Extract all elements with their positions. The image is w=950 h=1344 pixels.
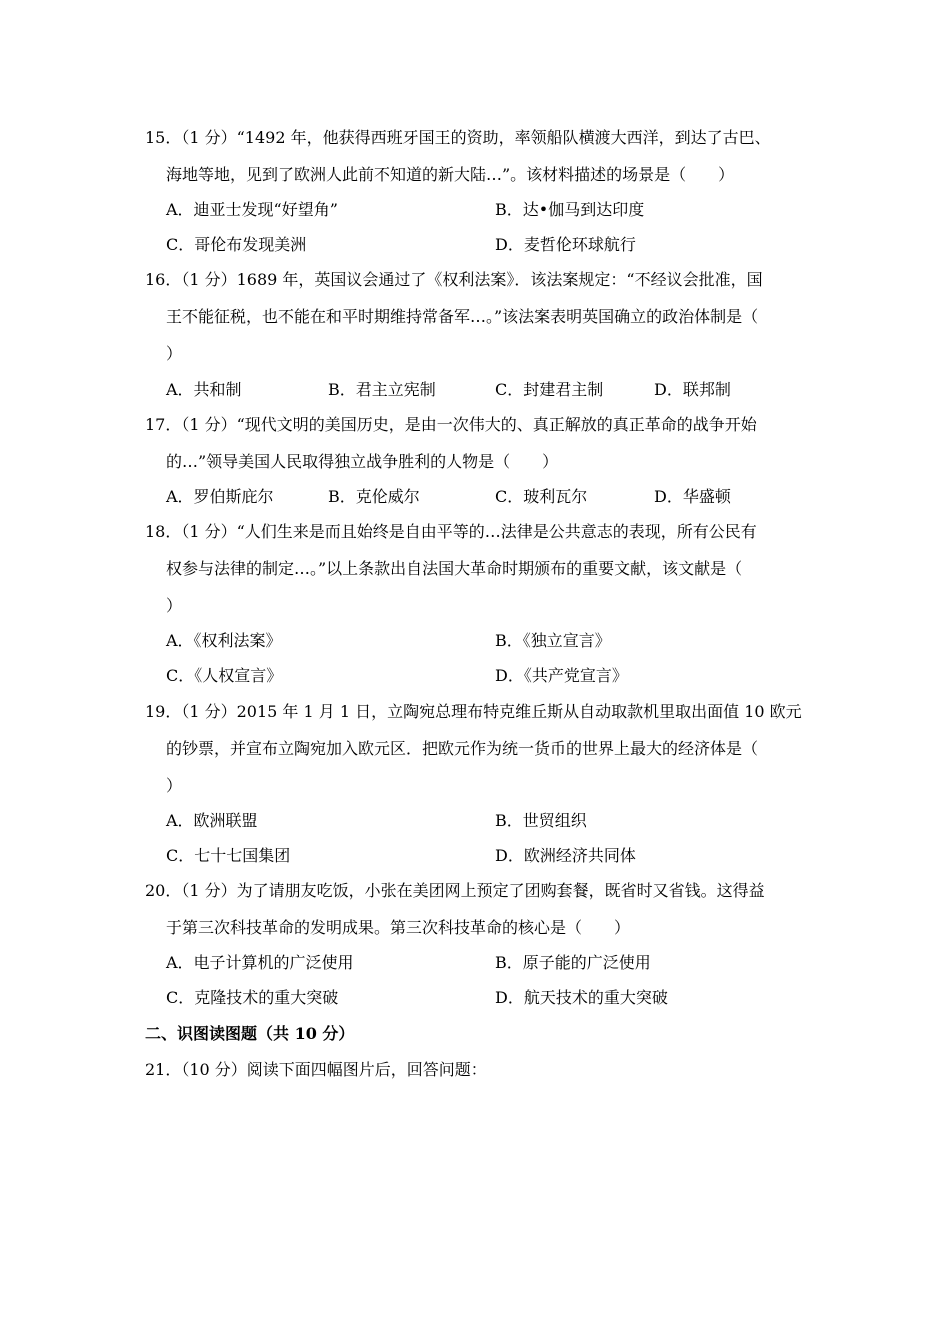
question-16-line-3: ） (166, 344, 183, 363)
question-18-line-2: 权参与法律的制定…。”以上条款出自法国大革命时期颁布的重要文献，该文献是（ (166, 559, 743, 578)
question-16-option-c: C．封建君主制 (495, 380, 604, 399)
question-15-option-b: B．达•伽马到达印度 (495, 200, 645, 219)
question-17-option-a: A．罗伯斯庇尔 (166, 487, 274, 506)
question-19-option-d: D．欧洲经济共同体 (495, 846, 636, 865)
question-15-option-d: D．麦哲伦环球航行 (495, 235, 636, 254)
question-20-option-d: D．航天技术的重大突破 (495, 988, 668, 1007)
question-16-option-a: A．共和制 (166, 380, 242, 399)
question-16-line-1: 16．（1 分）1689 年，英国议会通过了《权利法案》．该法案规定：“不经议会批准，国 (145, 270, 763, 289)
question-20-line-1: 20．（1 分）为了请朋友吃饭，小张在美团网上预定了团购套餐，既省时又省钱。这得益 (145, 881, 765, 900)
question-20-option-c: C．克隆技术的重大突破 (166, 988, 339, 1007)
question-19-option-a: A．欧洲联盟 (166, 811, 258, 830)
question-16-line-2: 王不能征税，也不能在和平时期维持常备军…。”该法案表明英国确立的政治体制是（ (166, 307, 759, 326)
question-17-line-2: 的…”领导美国人民取得独立战争胜利的人物是（ ） (166, 452, 559, 471)
question-19-line-2: 的钞票，并宣布立陶宛加入欧元区．把欧元作为统一货币的世界上最大的经济体是（ (166, 739, 759, 758)
question-18-option-c: C．《人权宣言》 (166, 666, 283, 685)
question-17-line-1: 17．（1 分）“现代文明的美国历史，是由一次伟大的、真正解放的真正革命的战争开始 (145, 415, 757, 434)
question-20-line-2: 于第三次科技革命的发明成果。第三次科技革命的核心是（ ） (166, 918, 631, 937)
question-19-line-1: 19．（1 分）2015 年 1 月 1 日，立陶宛总理布特克维丘斯从自动取款机里取出面值 10 欧元 (145, 702, 802, 721)
question-19-line-3: ） (166, 776, 183, 795)
question-18-option-b: B．《独立宣言》 (495, 631, 611, 650)
question-18-line-1: 18．（1 分）“人们生来是而且始终是自由平等的…法律是公共意志的表现，所有公民有 (145, 522, 757, 541)
question-15-option-a: A．迪亚士发现“好望角” (166, 200, 338, 219)
question-20-option-a: A．电子计算机的广泛使用 (166, 953, 354, 972)
question-21-line-1: 21．（10 分）阅读下面四幅图片后，回答问题： (145, 1060, 487, 1079)
question-16-option-d: D．联邦制 (654, 380, 731, 399)
question-18-option-a: A．《权利法案》 (166, 631, 282, 650)
question-17-option-d: D．华盛顿 (654, 487, 731, 506)
question-17-option-c: C．玻利瓦尔 (495, 487, 588, 506)
question-20-option-b: B．原子能的广泛使用 (495, 953, 651, 972)
question-19-option-c: C．七十七国集团 (166, 846, 291, 865)
question-16-option-b: B．君主立宪制 (328, 380, 436, 399)
question-18-option-d: D．《共产党宣言》 (495, 666, 628, 685)
question-15-line-2: 海地等地，见到了欧洲人此前不知道的新大陆…”。该材料描述的场景是（ ） (166, 165, 735, 184)
question-19-option-b: B．世贸组织 (495, 811, 587, 830)
question-15-line-1: 15．（1 分）“1492 年，他获得西班牙国王的资助，率领船队横渡大西洋，到达了古巴、 (145, 128, 771, 147)
question-18-line-3: ） (166, 596, 183, 615)
section-title: 二、识图读图题（共 10 分） (145, 1024, 355, 1043)
question-15-option-c: C．哥伦布发现美洲 (166, 235, 307, 254)
question-17-option-b: B．克伦威尔 (328, 487, 420, 506)
